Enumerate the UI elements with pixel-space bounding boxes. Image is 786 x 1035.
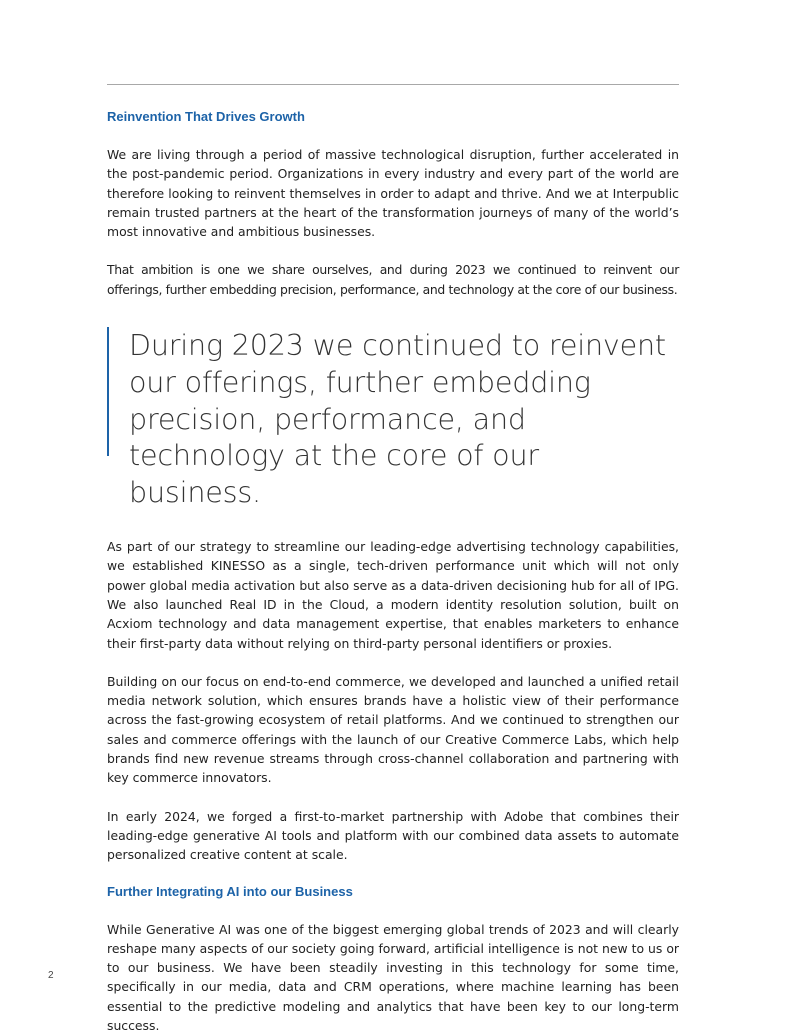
section-heading-ai: Further Integrating AI into our Business: [107, 883, 353, 899]
page-number: 2: [48, 970, 54, 981]
paragraph-ambition: That ambition is one we share ourselves, and during 2023 we continued to reinvent our offerings, further embedding precision, performance, and technology at the core of our business.: [107, 262, 679, 297]
pull-quote-text: During 2023 we continued to reinvent our offerings, further embedding precision, performance, and technology at the core of our business.: [129, 328, 666, 510]
page-content: [107, 108, 679, 1035]
paragraph-adobe: In early 2024, we forged a first-to-market partnership with Adobe that combines their leading-edge generative AI tools and platform with our combined data assets to automate personalized creative content at scale.: [107, 808, 679, 863]
pull-quote: [107, 327, 679, 511]
paragraph-kinesso: As part of our strategy to streamline our leading-edge advertising technology capabilities, we established KINESSO as a single, tech-driven performance unit which will not only power global media activation but also serve as a data-driven decisioning hub for all of IPG. We also launched Real ID in the Cloud, a modern identity resolution solution, built on Acxiom technology and data management expertise, that enables marketers to enhance their first-party data without relying on third-party personal identifiers or proxies.: [107, 539, 679, 651]
pull-quote-accent-bar: [107, 327, 109, 456]
paragraph-disruption: We are living through a period of massive technological disruption, further accelerated in the post-pandemic period. Organizations in every industry and every part of the world are therefore looking to reinvent themselves in order to adapt and thrive. And we at Interpublic remain trusted partners at the heart of the transformation journeys of many of the world’s most innovative and ambitious businesses.: [107, 147, 679, 240]
top-divider: [107, 84, 679, 85]
section-heading-reinvention: Reinvention That Drives Growth: [107, 109, 305, 124]
paragraph-generative-ai: While Generative AI was one of the biggest emerging global trends of 2023 and will clearly reshape many aspects of our society going forward, artificial intelligence is not new to us or to our business. We have been steadily investing in this technology for some time, specifically in our media, data and CRM operations, where machine learning has been essential to the predictive modeling and analytics that have been key to our long-term success.: [107, 921, 679, 1033]
paragraph-commerce: Building on our focus on end-to-end commerce, we developed and launched a unified retail media network solution, which ensures brands have a holistic view of their performance across the fast-growing ecosystem of retail platforms. And we continued to strengthen our sales and commerce offerings with the launch of our Creative Commerce Labs, which help brands find new revenue streams through cross-channel collaboration and partnering with key commerce innovators.: [107, 673, 679, 786]
